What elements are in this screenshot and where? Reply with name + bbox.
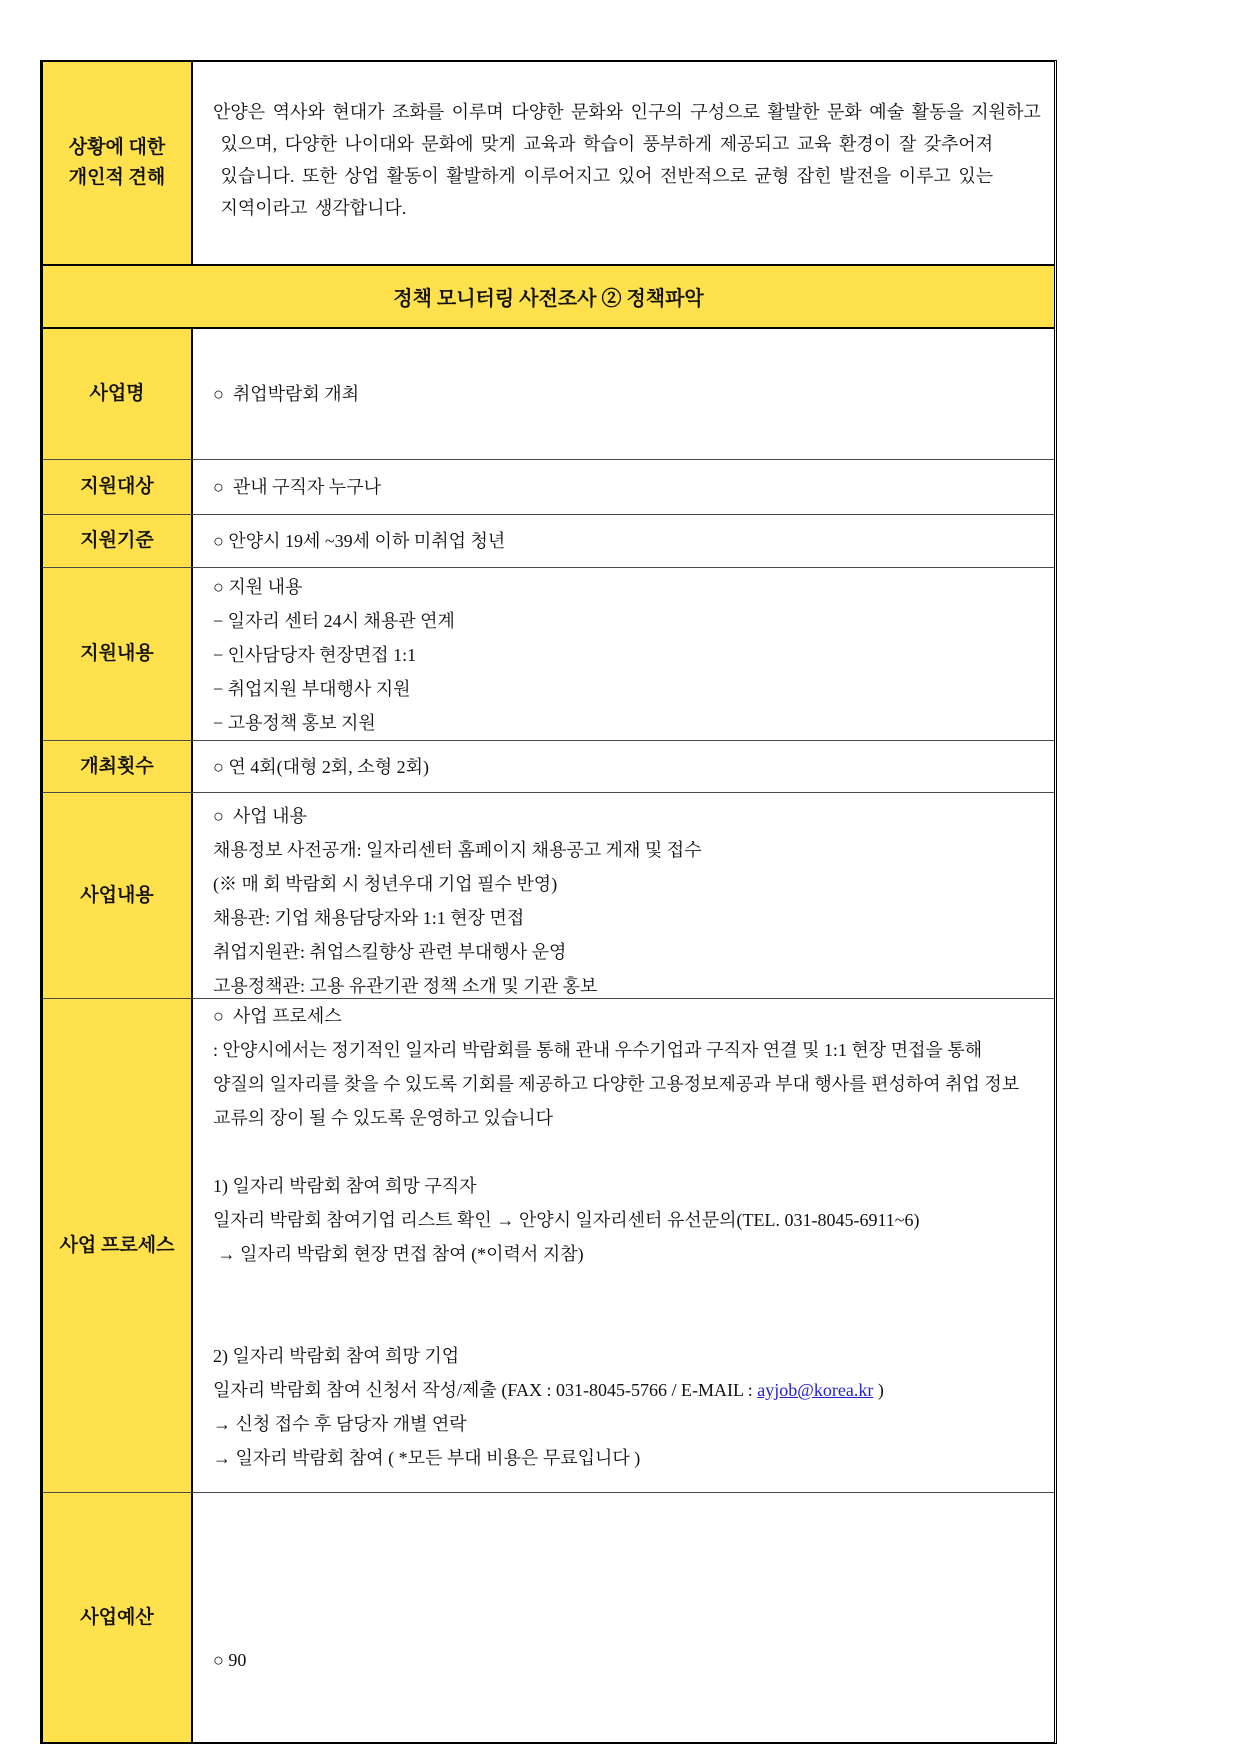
policy-survey-table bbox=[40, 60, 1057, 1744]
budget-label: 사업예산 bbox=[43, 1493, 193, 1742]
text-line: : 안양시에서는 정기적인 일자리 박람회를 통해 관내 우수기업과 구직자 연결 및 1:1 현장 면접을 통해 bbox=[213, 1040, 983, 1060]
section-title-band bbox=[43, 264, 1054, 327]
text-line bbox=[213, 1271, 1046, 1305]
text-line: ○ 취업박람회 개최 bbox=[213, 384, 360, 404]
business-content-content bbox=[193, 793, 1054, 998]
support-content-content bbox=[193, 568, 1054, 740]
text-line: ○ 연 4회(대형 2회, 소형 2회) bbox=[213, 756, 429, 777]
text-line: 1) 일자리 박람회 참여 희망 구직자 bbox=[213, 1176, 477, 1196]
row-business-content bbox=[43, 792, 1054, 998]
process-lines-after bbox=[213, 1407, 1046, 1475]
process-email-line bbox=[213, 1373, 1046, 1407]
text-line: 개인적 견해 bbox=[68, 167, 166, 188]
text-line: 취업지원관: 취업스킬향상 관련 부대행사 운영 bbox=[213, 942, 567, 962]
text-line: 채용관: 기업 채용담당자와 1:1 현장 면접 bbox=[213, 908, 525, 928]
support-criteria-content bbox=[193, 515, 1054, 567]
row-business-process bbox=[43, 998, 1054, 1492]
text-line: 있습니다. 또한 상업 활동이 활발하게 이루어지고 있어 전반적으로 균형 잡힌 발전을 이루고 있는 bbox=[213, 166, 994, 186]
section-title: 정책 모니터링 사전조사 ② 정책파악 bbox=[393, 288, 704, 310]
row-business-name bbox=[43, 327, 1054, 459]
text-line: ○ 90 bbox=[213, 1650, 247, 1670]
event-count-content bbox=[193, 741, 1054, 792]
text-line: 양질의 일자리를 찾을 수 있도록 기회를 제공하고 다양한 고용정보제공과 부대 행사를 편성하여 취업 정보 bbox=[213, 1074, 1020, 1094]
business-name-content bbox=[193, 329, 1054, 459]
business-content-label: 사업내용 bbox=[43, 793, 193, 998]
text-line: (※ 매 회 박람회 시 청년우대 기업 필수 반영) bbox=[213, 874, 558, 894]
text-line: ○ 안양시 19세 ~39세 이하 미취업 청년 bbox=[213, 531, 506, 551]
text-line: − 고용정책 홍보 지원 bbox=[213, 713, 376, 733]
opinion-label bbox=[43, 62, 193, 264]
row-support-criteria bbox=[43, 514, 1054, 567]
text-line: ○ 사업 내용 bbox=[213, 806, 307, 826]
business-process-content bbox=[193, 999, 1054, 1492]
opinion-content bbox=[193, 62, 1054, 264]
text-line: 안양은 역사와 현대가 조화를 이루며 다양한 문화와 인구의 구성으로 활발한 문화 예술 활동을 지원하고 bbox=[213, 102, 1041, 122]
support-criteria-label: 지원기준 bbox=[43, 515, 193, 567]
text-line bbox=[213, 1305, 1046, 1339]
text-line: ○ 사업 프로세스 bbox=[213, 1006, 342, 1026]
text-line: → 신청 접수 후 담당자 개별 연락 bbox=[213, 1414, 467, 1434]
text-line: ○ 지원 내용 bbox=[213, 577, 303, 597]
text-line: 일자리 박람회 참여기업 리스트 확인 → 안양시 일자리센터 유선문의(TEL. 031-8045-6911~6) bbox=[213, 1210, 920, 1230]
text-line: 교류의 장이 될 수 있도록 운영하고 있습니다 bbox=[213, 1108, 553, 1128]
row-support-content bbox=[43, 567, 1054, 740]
email-link[interactable]: ayjob@korea.kr bbox=[757, 1380, 874, 1400]
support-content-label: 지원내용 bbox=[43, 568, 193, 740]
text-line: − 취업지원 부대행사 지원 bbox=[213, 679, 411, 699]
row-event-count bbox=[43, 740, 1054, 792]
email-line-suffix: ) bbox=[873, 1380, 884, 1400]
text-line: 상황에 대한 bbox=[68, 137, 166, 158]
text-line: − 일자리 센터 24시 채용관 연계 bbox=[213, 611, 455, 631]
support-target-label: 지원대상 bbox=[43, 460, 193, 514]
row-support-target bbox=[43, 459, 1054, 514]
row-personal-opinion bbox=[43, 62, 1054, 264]
text-line: → 일자리 박람회 참여 ( *모든 부대 비용은 무료입니다 ) bbox=[213, 1448, 641, 1468]
support-target-content bbox=[193, 460, 1054, 514]
text-line: 2) 일자리 박람회 참여 희망 기업 bbox=[213, 1346, 460, 1366]
text-line: 고용정책관: 고용 유관기관 정책 소개 및 기관 홍보 bbox=[213, 976, 598, 996]
budget-content bbox=[193, 1493, 1054, 1742]
text-line: → 일자리 박람회 현장 면접 참여 (*이력서 지참) bbox=[213, 1244, 584, 1264]
event-count-label: 개최횟수 bbox=[43, 741, 193, 792]
text-line: 있으며, 다양한 나이대와 문화에 맞게 교육과 학습이 풍부하게 제공되고 교육 환경이 잘 갖추어져 bbox=[213, 134, 994, 154]
email-line-prefix: 일자리 박람회 참여 신청서 작성/제출 (FAX : 031-8045-5766 / E-MAIL : bbox=[213, 1380, 758, 1400]
text-line: 지역이라고 생각합니다. bbox=[213, 198, 407, 218]
business-name-label: 사업명 bbox=[43, 329, 193, 459]
text-line: − 인사담당자 현장면접 1:1 bbox=[213, 645, 417, 665]
process-lines-before bbox=[213, 999, 1046, 1373]
text-line: ○ 관내 구직자 누구나 bbox=[213, 477, 381, 497]
business-process-label: 사업 프로세스 bbox=[43, 999, 193, 1492]
row-budget bbox=[43, 1492, 1054, 1742]
text-line bbox=[213, 1135, 1046, 1169]
text-line: 채용정보 사전공개: 일자리센터 홈페이지 채용공고 게재 및 접수 bbox=[213, 840, 702, 860]
